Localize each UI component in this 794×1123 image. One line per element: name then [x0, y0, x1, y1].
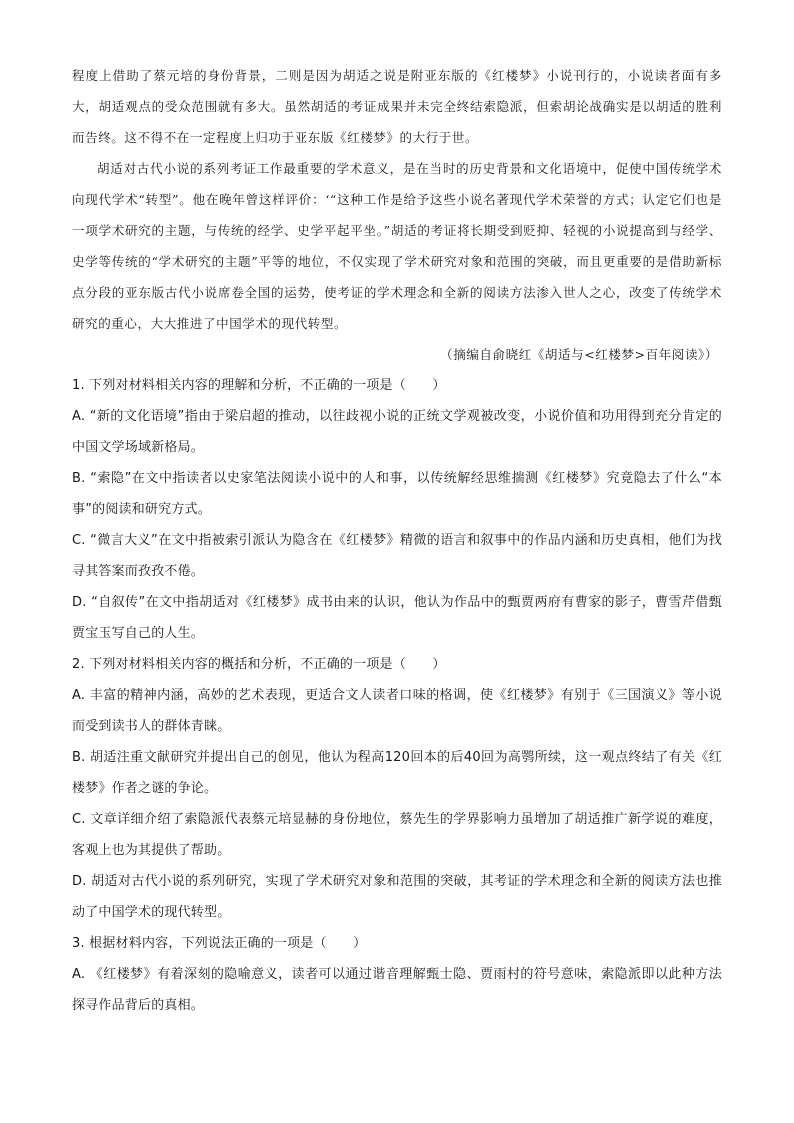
passage-paragraph-1: 程度上借助了蔡元培的身份背景，二则是因为胡适之说是附亚东版的《红楼梦》小说刊行的，小说读者面有多大，胡适观点的受众范围就有多大。虽然胡适的考证成果并未完全终结索隐派，但索胡论战确实是以胡适的胜利而告终。这不得不在一定程度上归功于亚东版《红楼梦》的大行于世。	[72, 68, 722, 145]
question-stem: 1. 下列对材料相关内容的理解和分析，不正确的一项是（ ）	[72, 378, 446, 393]
option-a: A. 丰富的精神内涵，高妙的艺术表现，更适合文人读者口味的格调，使《红楼梦》有别于《三国演义》等小说而受到读书人的群体青睐。	[72, 688, 722, 734]
question-stem: 2. 下列对材料相关内容的概括和分析，不正确的一项是（ ）	[72, 657, 446, 672]
passage-source: （摘编自俞晓红《胡适与<红楼梦>百年阅读》）	[440, 347, 718, 362]
option-a: A. “新的文化语境”指由于梁启超的推动，以往歧视小说的正统文学观被改变，小说价值和功用得到充分肯定的中国文学场域新格局。	[72, 409, 722, 455]
option-b: B. “索隐”在文中指读者以史家笔法阅读小说中的人和事，以传统解经思维揣测《红楼梦》究竟隐去了什么“本事”的阅读和研究方式。	[72, 471, 722, 517]
passage-paragraph-2: 胡适对古代小说的系列考证工作最重要的学术意义，是在当时的历史背景和文化语境中，促使中国传统学术向现代学术“转型”。他在晚年曾这样评价：‘“这种工作是给予这些小说名著现代学术荣誉的方式；认定它们也是一项学术研究的主题，与传统的经学、史学平起平坐。”胡适的考证将长期受到贬抑、轻视的小说提高到与经学、史学等传统的“学术研究的主题”平等的地位，不仅实现了学术研究对象和范围的突破，而且更重要的是借助新标点分段的亚东版古代小说席卷全国的运势，使考证的学术理念和全新的阅读方法渗入世人之心，改变了传统学术研究的重心，大大推进了中国学术的现代转型。	[72, 161, 722, 331]
question-stem: 3. 根据材料内容，下列说法正确的一项是（ ）	[72, 936, 367, 951]
option-a: A. 《红楼梦》有着深刻的隐喻意义，读者可以通过谐音理解甄士隐、贾雨村的符号意味，索隐派即以此种方法探寻作品背后的真相。	[72, 967, 722, 1013]
option-d: D. “自叙传”在文中指胡适对《红楼梦》成书由来的认识，他认为作品中的甄贾两府有曹家的影子，曹雪芹借甄贾宝玉写自己的人生。	[72, 595, 722, 641]
question-2	[72, 649, 722, 928]
option-b: B. 胡适注重文献研究并提出自己的创见，他认为程高120回本的后40回为高鹗所续，这一观点终结了有关《红楼梦》作者之谜的争论。	[72, 750, 722, 796]
option-c: C. 文章详细介绍了索隐派代表蔡元培显赫的身份地位，蔡先生的学界影响力虽增加了胡适推广新学说的难度，客观上也为其提供了帮助。	[72, 812, 722, 858]
option-c: C. “微言大义”在文中指被索引派认为隐含在《红楼梦》精微的语言和叙事中的作品内涵和历史真相，他们为找寻其答案而孜孜不倦。	[72, 533, 722, 579]
option-d: D. 胡适对古代小说的系列研究，实现了学术研究对象和范围的突破，其考证的学术理念和全新的阅读方法也推动了中国学术的现代转型。	[72, 874, 722, 920]
question-3	[72, 928, 722, 1021]
question-1	[72, 370, 722, 649]
